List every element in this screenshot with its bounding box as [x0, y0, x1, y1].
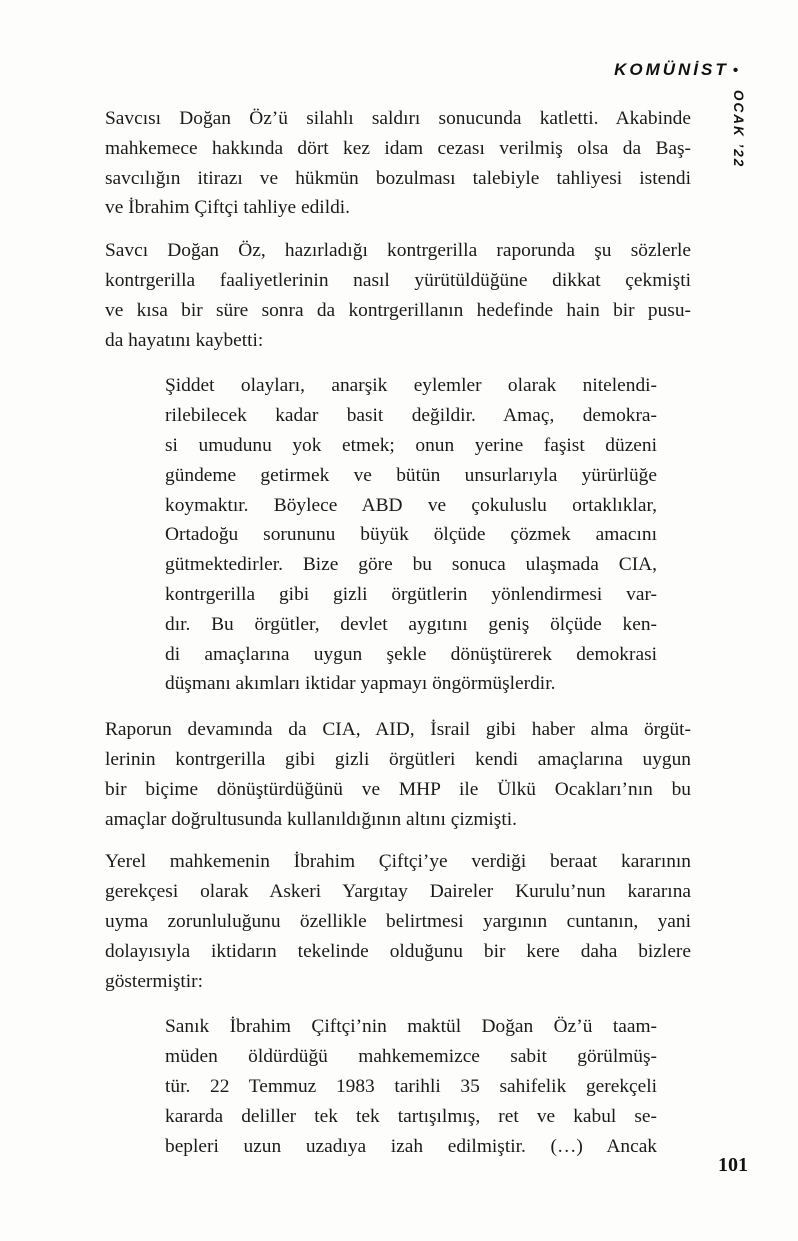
- paragraph: [105, 236, 691, 355]
- text-line: rilebilecek kadar basit değildir. Amaç, demokra-: [165, 405, 657, 427]
- text-line: Yerel mahkemenin İbrahim Çiftçi’ye verdiği beraat kararının: [105, 851, 691, 873]
- text-line: bepleri uzun uzadıya izah edilmiştir. (…) Ancak: [165, 1135, 657, 1157]
- text-line: kontrgerilla faaliyetlerinin nasıl yürütüldüğüne dikkat çekmişti: [105, 269, 691, 291]
- page-number: 101: [718, 1154, 748, 1176]
- paragraph: [105, 104, 691, 223]
- text-line: uyma zorunluluğunu özellikle belirtmesi yargının cuntanın, yani: [105, 910, 691, 932]
- magazine-title: KOMÜNİST: [614, 60, 729, 79]
- running-header: [614, 60, 738, 80]
- text-line: kontrgerilla gibi gizli örgütlerin yönlendirmesi var-: [165, 583, 657, 605]
- text-line: kararda deliller tek tek tartışılmış, ret ve kabul se-: [165, 1105, 657, 1127]
- paragraph: [105, 715, 691, 834]
- text-line: Sanık İbrahim Çiftçi’nin maktül Doğan Öz’ü taam-: [165, 1016, 657, 1038]
- block-quote: [165, 1012, 657, 1161]
- text-line: da hayatını kaybetti:: [105, 329, 264, 351]
- text-line: düşmanı akımları iktidar yapmayı öngörmüşlerdir.: [165, 673, 556, 695]
- issue-label: OCAK ’22: [731, 90, 746, 169]
- text-line: lerinin kontrgerilla gibi gizli örgütleri kendi amaçlarına uygun: [105, 748, 691, 770]
- text-line: gündeme getirmek ve bütün unsurlarıyla yürürlüğe: [165, 464, 657, 486]
- text-line: göstermiştir:: [105, 970, 204, 992]
- text-line: tür. 22 Temmuz 1983 tarihli 35 sahifelik gerekçeli: [165, 1075, 657, 1097]
- text-line: koymaktır. Böylece ABD ve çokuluslu ortaklıklar,: [165, 494, 657, 516]
- text-line: amaçlar doğrultusunda kullanıldığının altını çizmişti.: [105, 808, 517, 830]
- text-line: gerekçesi olarak Askeri Yargıtay Daireler Kurulu’nun kararına: [105, 881, 691, 903]
- text-line: dır. Bu örgütler, devlet aygıtını geniş ölçüde ken-: [165, 613, 657, 635]
- text-line: di amaçlarına uygun şekle dönüştürerek demokrasi: [165, 643, 657, 665]
- text-line: si umudunu yok etmek; onun yerine faşist düzeni: [165, 434, 657, 456]
- text-line: Şiddet olayları, anarşik eylemler olarak nitelendi-: [165, 375, 657, 397]
- text-line: gütmektedirler. Bize göre bu sonuca ulaşmada CIA,: [165, 554, 657, 576]
- text-line: ve kısa bir süre sonra da kontrgerillanın hedefinde hain bir pusu-: [105, 299, 691, 321]
- text-line: Raporun devamında da CIA, AID, İsrail gibi haber alma örgüt-: [105, 719, 691, 741]
- text-line: mahkemece hakkında dört kez idam cezası verilmiş olsa da Baş-: [105, 137, 691, 159]
- text-line: Savcısı Doğan Öz’ü silahlı saldırı sonucunda katletti. Akabinde: [105, 108, 691, 129]
- text-line: bir biçime dönüştürdüğünü ve MHP ile Ülkü Ocakları’nın bu: [105, 778, 691, 800]
- header-bullet-icon: •: [732, 62, 738, 79]
- text-line: ve İbrahim Çiftçi tahliye edildi.: [105, 197, 351, 219]
- text-line: savcılığın itirazı ve hükmün bozulması talebiyle tahliyesi istendi: [105, 167, 691, 189]
- text-line: dolayısıyla iktidarın tekelinde olduğunu bir kere daha bizlere: [105, 940, 691, 962]
- paragraph: [105, 847, 691, 996]
- text-line: müden öldürdüğü mahkememizce sabit görülmüş-: [165, 1046, 657, 1068]
- block-quote: [165, 371, 657, 699]
- text-line: Savcı Doğan Öz, hazırladığı kontrgerilla raporunda şu sözlerle: [105, 240, 691, 262]
- text-line: Ortadoğu sorununu büyük ölçüde çözmek amacını: [165, 524, 657, 546]
- page-body: [105, 104, 691, 1177]
